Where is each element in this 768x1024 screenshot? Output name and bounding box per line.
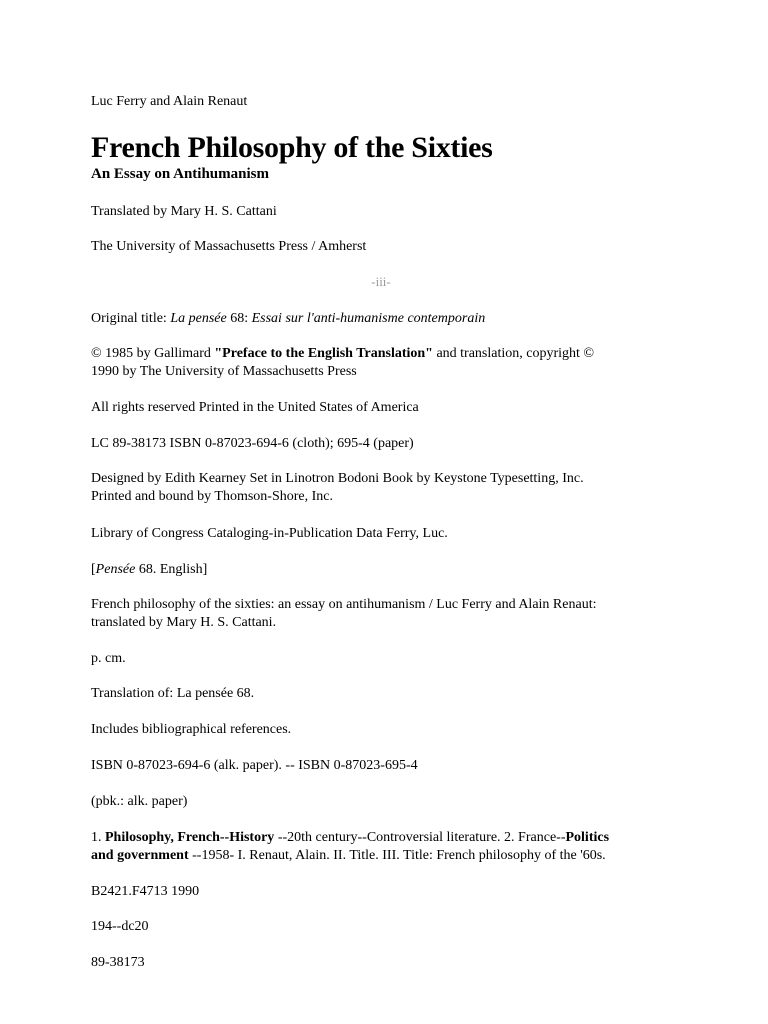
cip-title-line-2: translated by Mary H. S. Cattani. — [91, 615, 277, 630]
isbn-line: ISBN 0-87023-694-6 (alk. paper). -- ISBN 0-87023-695-4 — [91, 758, 418, 773]
subject-politics-bold: Politics — [565, 830, 610, 845]
pcm-line: p. cm. — [91, 651, 126, 666]
lc-isbn-line: LC 89-38173 ISBN 0-87023-694-6 (cloth); 695-4 (paper) — [91, 436, 414, 451]
copyright-prefix: © 1985 by Gallimard — [91, 346, 215, 361]
copyright-line-1 — [91, 345, 594, 363]
subjects-line-1 — [91, 829, 609, 847]
cip-heading: Library of Congress Cataloging-in-Publication Data Ferry, Luc. — [91, 526, 448, 541]
subject-text-1: --20th century--Controversial literature. 2. France-- — [274, 830, 566, 845]
includes-line: Includes bibliographical references. — [91, 722, 292, 737]
rights-line: All rights reserved Printed in the United States of America — [91, 400, 419, 415]
subject-government-bold: and government — [91, 848, 189, 863]
subjects-line-2 — [91, 847, 606, 865]
lccn-line: 89-38173 — [91, 955, 145, 970]
dewey-line: 194--dc20 — [91, 919, 149, 934]
uniform-title-rest: 68. English] — [135, 562, 208, 577]
original-title-prefix: Original title: — [91, 311, 171, 326]
original-title-italic-1: La pensée — [170, 311, 227, 326]
design-line-1: Designed by Edith Kearney Set in Linotron Bodoni Book by Keystone Typesetting, Inc. — [91, 471, 584, 486]
publisher-line: The University of Massachusetts Press / Amherst — [91, 239, 367, 254]
subject-text-2: --1958- I. Renaut, Alain. II. Title. III. Title: French philosophy of the '60s. — [188, 848, 606, 863]
original-title-italic-2: Essai sur l'anti-humanisme contemporain — [251, 311, 486, 326]
uniform-title-italic: Pensée — [95, 562, 136, 577]
call-number-line: B2421.F4713 1990 — [91, 884, 200, 899]
copyright-line-2: 1990 by The University of Massachusetts Press — [91, 364, 357, 379]
cip-title-line-1: French philosophy of the sixties: an essay on antihumanism / Luc Ferry and Alain Renaut: — [91, 597, 597, 612]
uniform-title-line — [91, 561, 207, 579]
book-title: French Philosophy of the Sixties — [91, 131, 493, 164]
authors-line: Luc Ferry and Alain Renaut — [91, 94, 248, 109]
original-title-middle: 68: — [226, 311, 252, 326]
book-subtitle: An Essay on Antihumanism — [91, 166, 269, 182]
copyright-suffix: and translation, copyright © — [432, 346, 595, 361]
subject-number-1: 1. — [91, 830, 105, 845]
translation-of-line: Translation of: La pensée 68. — [91, 686, 255, 701]
translator-line: Translated by Mary H. S. Cattani — [91, 204, 277, 219]
design-line-2: Printed and bound by Thomson-Shore, Inc. — [91, 489, 333, 504]
pbk-line: (pbk.: alk. paper) — [91, 794, 188, 809]
subject-philosophy-bold: Philosophy, French--History — [105, 830, 275, 845]
uniform-title-open: [ — [91, 562, 96, 577]
original-title-line — [91, 310, 485, 328]
copyright-preface-bold: "Preface to the English Translation" — [214, 346, 433, 361]
page-number: -iii- — [371, 274, 391, 289]
